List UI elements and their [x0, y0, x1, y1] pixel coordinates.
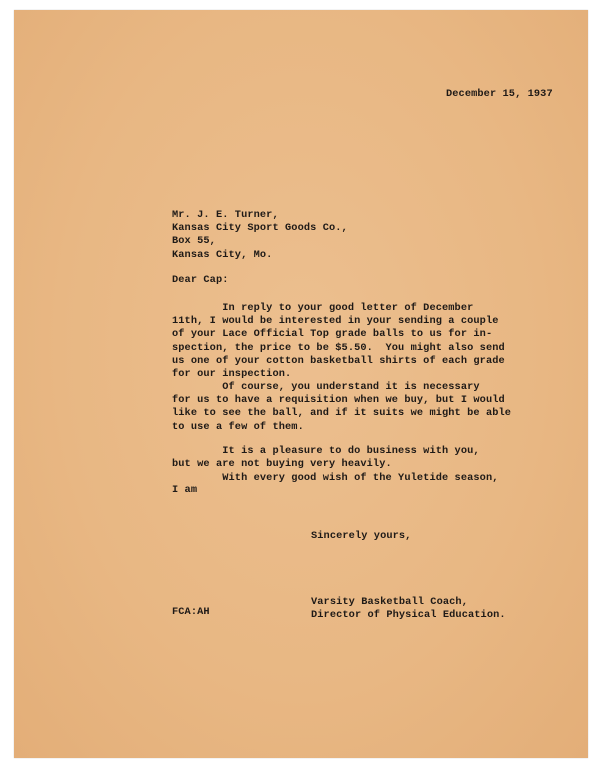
body-line: to use a few of them.: [172, 420, 304, 433]
body-line: of your Lace Official Top grade balls to us for in-: [172, 328, 493, 341]
address-line: Kansas City Sport Goods Co.,: [172, 222, 348, 235]
body-line: Of course, you understand it is necessary: [172, 381, 480, 393]
body-line: It is a pleasure to do business with you,: [172, 445, 480, 457]
closing: Sincerely yours,: [311, 530, 412, 542]
letter-date: December 15, 1937: [446, 88, 553, 100]
body-line: for us to have a requisition when we buy, but I would: [172, 394, 505, 407]
signature-block: [311, 596, 506, 622]
body-line: but we are not buying very heavily.: [172, 458, 392, 471]
body-line: In reply to your good letter of December: [172, 302, 474, 314]
address-line: Box 55,: [172, 235, 216, 248]
signature-line: Director of Physical Education.: [311, 609, 506, 622]
letter-paper: [14, 10, 588, 758]
recipient-address: [172, 209, 348, 262]
body-line: spection, the price to be $5.50. You might also send: [172, 341, 505, 354]
salutation: Dear Cap:: [172, 274, 229, 286]
body-line: like to see the ball, and if it suits we might be able: [172, 407, 512, 420]
address-line: Kansas City, Mo.: [172, 248, 273, 261]
body-line: for our inspection.: [172, 368, 292, 381]
body-paragraph-4: With every good wish of the Yuletide season,: [172, 472, 499, 484]
body-paragraph-3: [172, 445, 480, 471]
signature-line: Varsity Basketball Coach,: [311, 596, 468, 608]
address-line: Mr. J. E. Turner,: [172, 209, 279, 221]
i-am-line: I am: [172, 484, 198, 496]
reference-initials: FCA:AH: [172, 606, 210, 618]
body-line: 11th, I would be interested in your sending a couple: [172, 315, 499, 328]
body-line: us one of your cotton basketball shirts of each grade: [172, 354, 505, 367]
body-paragraph-2: [172, 381, 511, 434]
body-paragraph-1: [172, 302, 505, 381]
